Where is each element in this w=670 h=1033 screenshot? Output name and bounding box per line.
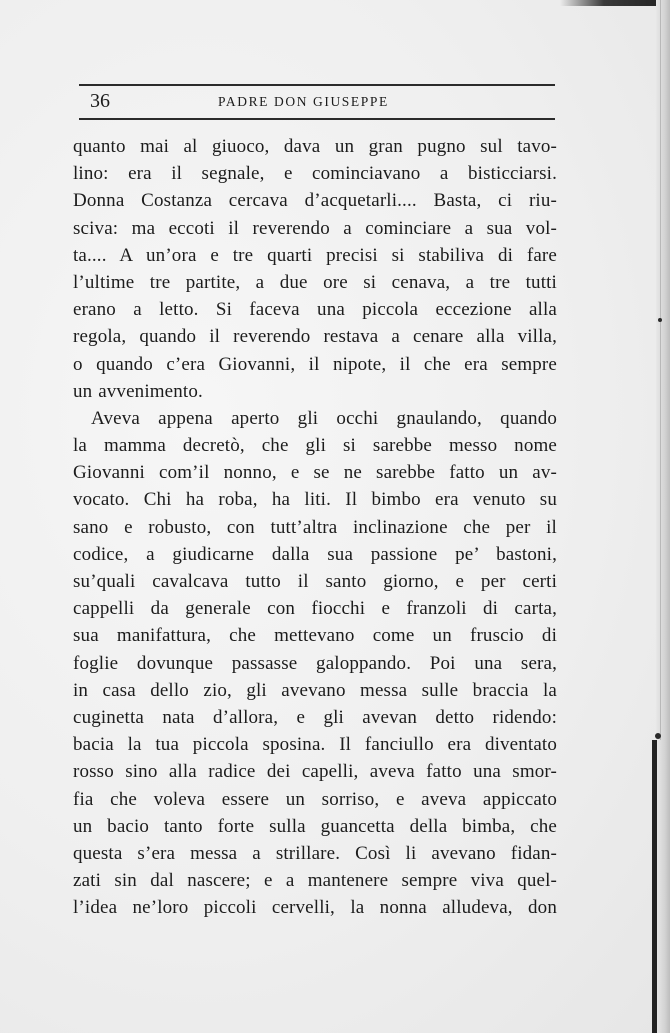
- text-line: Aveva appena aperto gli occhi gnaulando, quando: [91, 407, 557, 429]
- text-line: foglie dovunque passasse galoppando. Poi una sera,: [73, 652, 557, 674]
- ink-speck: [655, 733, 661, 739]
- text-line: un bacio tanto forte sulla guancetta della bimba, che: [73, 815, 557, 837]
- text-line: cappelli da generale con fiocchi e franzoli di carta,: [73, 598, 557, 620]
- text-line: bacia la tua piccola sposina. Il fanciullo era diventato: [73, 734, 557, 756]
- text-line: l’ultime tre partite, a due ore si cenava, a tre tutti: [73, 271, 557, 293]
- text-line: sciva: ma eccoti il reverendo a cominciare a sua vol-: [73, 217, 557, 239]
- text-line: lino: era il segnale, e cominciavano a bisticciarsi.: [73, 163, 557, 185]
- body-text: [73, 133, 557, 921]
- text-line: regola, quando il reverendo restava a cenare alla villa,: [73, 326, 557, 348]
- text-line: Donna Costanza cercava d’acquetarli.... Basta, ci riu-: [73, 190, 557, 212]
- text-line: zati sin dal nascere; e a mantenere sempre viva quel-: [73, 870, 557, 892]
- header-rule-bottom: [79, 118, 555, 120]
- paragraph: [73, 133, 557, 405]
- text-line: rosso sino alla radice dei capelli, aveva fatto una smor-: [73, 761, 557, 783]
- text-line: un avvenimento.: [73, 380, 203, 402]
- text-line: fia che voleva essere un sorriso, e aveva appiccato: [73, 788, 557, 810]
- header-rule-top: [79, 84, 555, 86]
- page-gutter: [656, 0, 670, 1033]
- text-line: cuginetta nata d’allora, e gli avevan detto ridendo:: [73, 706, 557, 728]
- running-title: PADRE DON GIUSEPPE: [218, 94, 389, 109]
- text-line: ta.... A un’ora e tre quarti precisi si stabiliva di fare: [73, 244, 557, 266]
- text-line: l’idea ne’loro piccoli cervelli, la nonna alludeva, don: [73, 897, 557, 919]
- text-line: quanto mai al giuoco, dava un gran pugno sul tavo-: [73, 136, 557, 157]
- scan-edge-shadow: [560, 0, 670, 6]
- text-line: sua manifattura, che mettevano come un fruscio di: [73, 625, 557, 647]
- binding-edge-dark: [652, 740, 657, 1033]
- paragraph: [73, 405, 557, 922]
- text-line: la mamma decretò, che gli si sarebbe messo nome: [73, 435, 557, 457]
- text-line: questa s’era messa a strillare. Così li avevano fidan-: [73, 842, 557, 864]
- text-line: o quando c’era Giovanni, il nipote, il che era sempre: [73, 353, 557, 375]
- binding-edge-line: [660, 0, 661, 740]
- ink-speck: [658, 318, 662, 322]
- page-number: 36: [90, 90, 110, 112]
- text-line: Giovanni com’il nonno, e se ne sarebbe fatto un av-: [73, 462, 557, 484]
- text-line: su’quali cavalcava tutto il santo giorno, e per certi: [73, 571, 557, 592]
- text-line: sano e robusto, con tutt’altra inclinazione che per il: [73, 516, 557, 538]
- running-header: [90, 90, 550, 114]
- text-line: erano a letto. Si faceva una piccola eccezione alla: [73, 299, 557, 321]
- text-line: codice, a giudicarne dalla sua passione pe’ bastoni,: [73, 543, 557, 565]
- text-line: in casa dello zio, gli avevano messa sulle braccia la: [73, 679, 557, 701]
- text-line: vocato. Chi ha roba, ha liti. Il bimbo era venuto su: [73, 489, 557, 511]
